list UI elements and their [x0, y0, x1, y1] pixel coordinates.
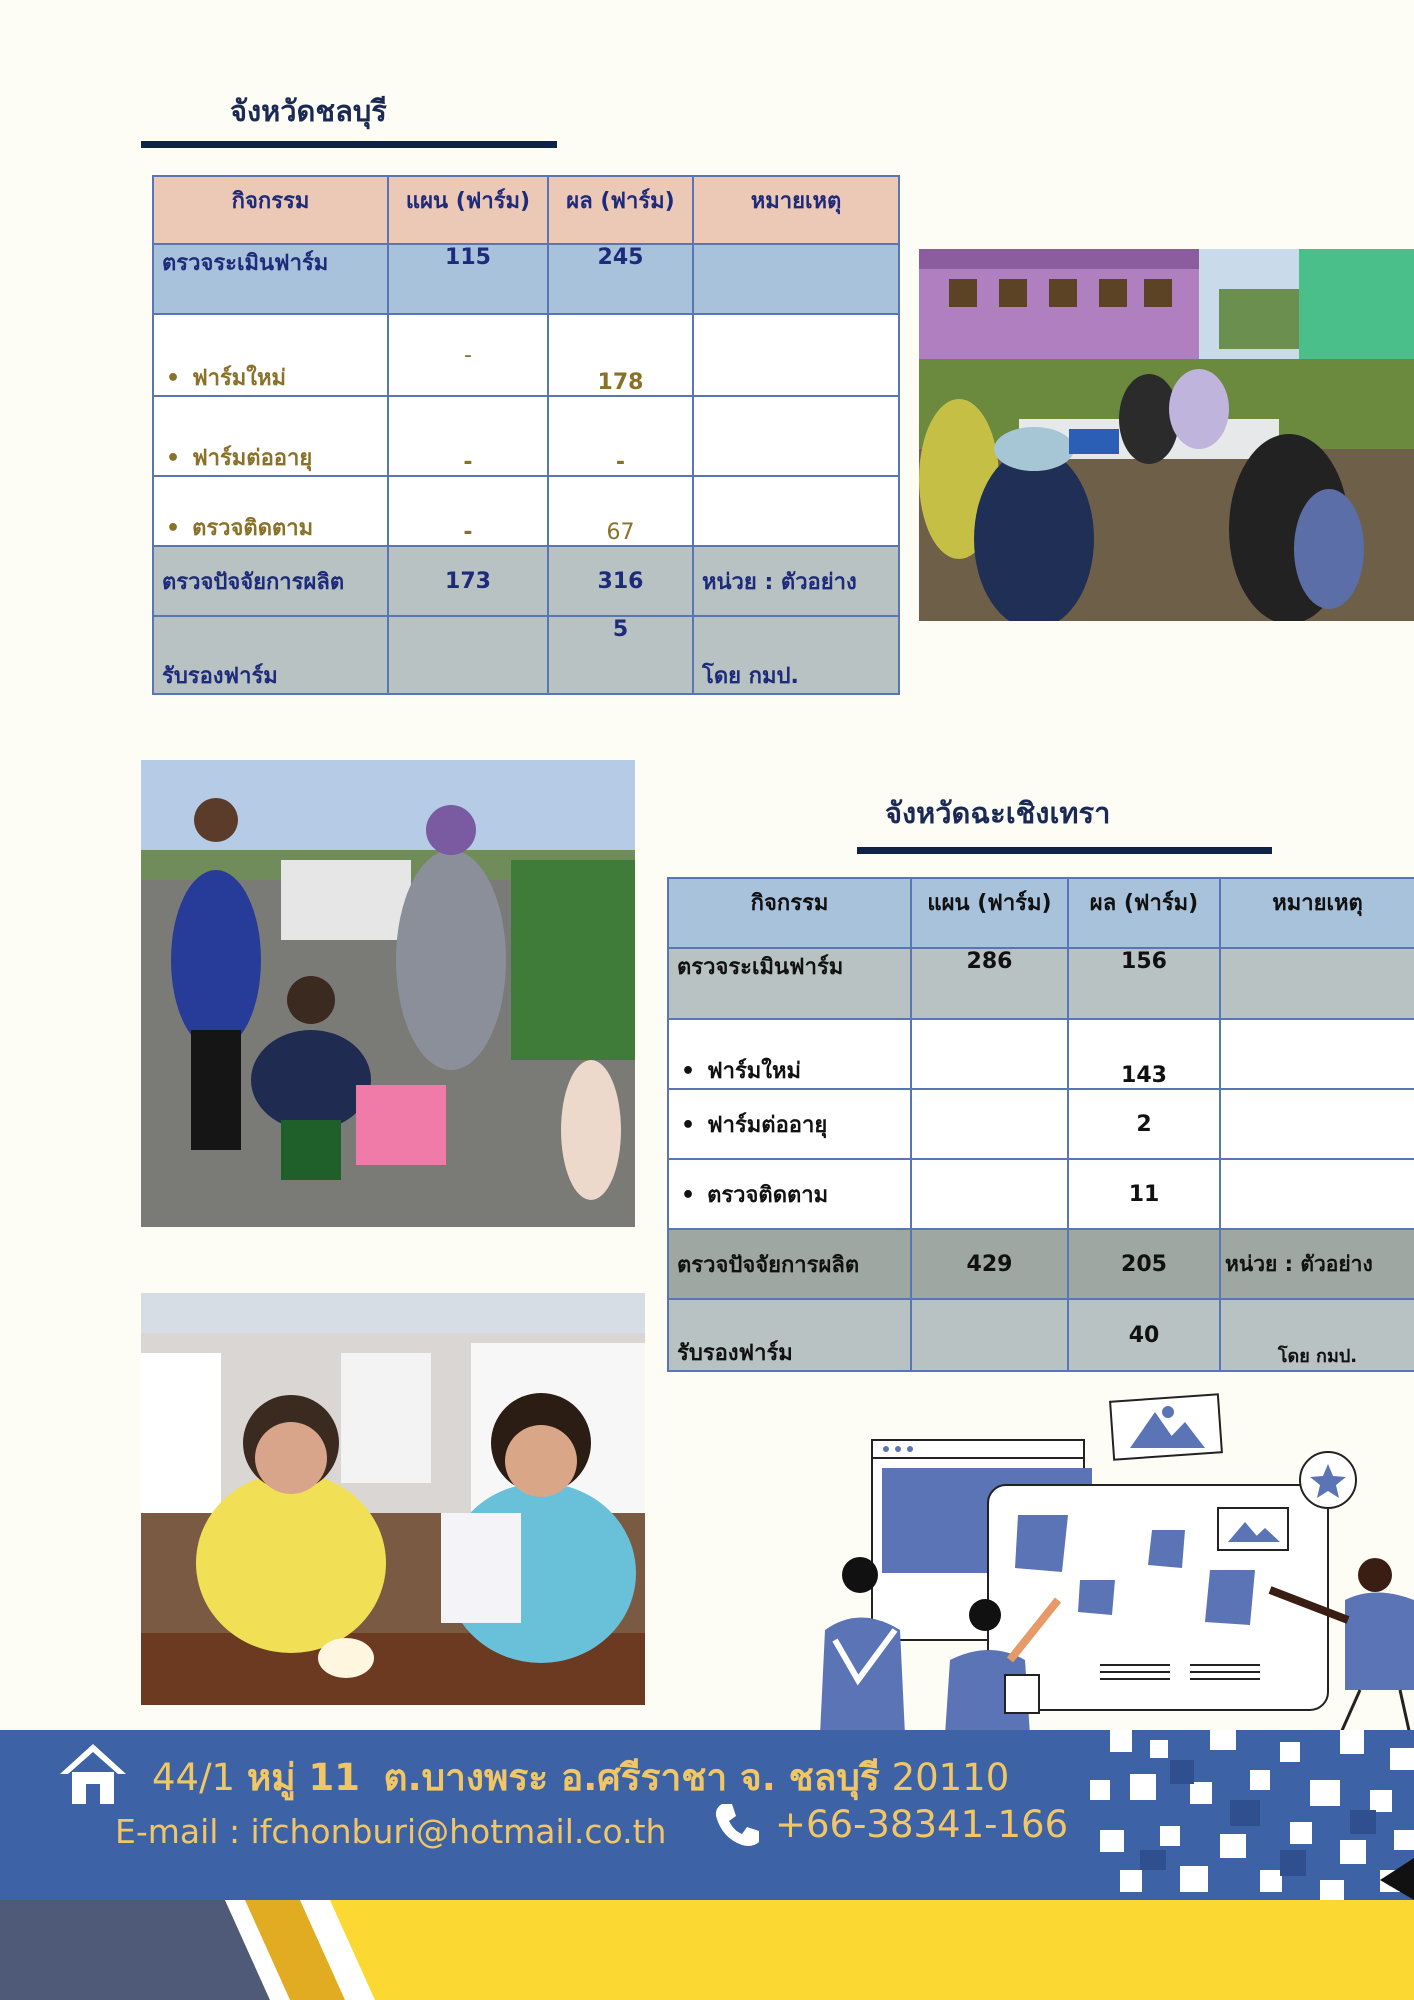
- photo-meeting-outdoor: [919, 249, 1414, 621]
- section1-table: [152, 175, 900, 695]
- header-plan: แผน (ฟาร์ม): [911, 878, 1068, 948]
- row-activity: [153, 476, 388, 546]
- photo-farm-visit: [141, 760, 635, 1227]
- footer-address: [152, 1748, 1009, 1807]
- table-row: [668, 1229, 1414, 1299]
- row-plan: 173: [388, 546, 548, 616]
- header-activity: กิจกรรม: [668, 878, 911, 948]
- row-activity: รับรองฟาร์ม: [153, 616, 388, 694]
- section1-title-underline: [141, 141, 557, 148]
- row-plan: [911, 1299, 1068, 1371]
- phone-icon: [712, 1800, 762, 1850]
- header-result: ผล (ฟาร์ม): [1068, 878, 1220, 948]
- bullet-text: • ฟาร์มต่ออายุ: [677, 1113, 827, 1138]
- address-number: 44/1: [152, 1756, 236, 1799]
- table-row: [668, 1019, 1414, 1089]
- row-activity: [153, 396, 388, 476]
- row-activity: [668, 1089, 911, 1159]
- row-plan: -: [388, 396, 548, 476]
- row-plan: -: [388, 314, 548, 396]
- row-result: 5: [548, 616, 693, 694]
- section2-title: จังหวัดฉะเชิงเทรา: [885, 796, 1111, 830]
- table-row: [153, 244, 899, 314]
- row-note: [693, 314, 899, 396]
- footer-email[interactable]: E-mail : ifchonburi@hotmail.co.th: [115, 1812, 667, 1851]
- header-activity: กิจกรรม: [153, 176, 388, 244]
- home-icon: [58, 1740, 128, 1808]
- footer-mosaic-decoration: [1090, 1730, 1414, 1900]
- row-activity: ตรวจปัจจัยการผลิต: [153, 546, 388, 616]
- row-plan: 286: [911, 948, 1068, 1019]
- bullet-text: • ตรวจติดตาม: [677, 1183, 828, 1208]
- row-note: [693, 396, 899, 476]
- address-moo: หมู่ 11: [246, 1756, 361, 1799]
- row-result: 316: [548, 546, 693, 616]
- bullet-text: • ฟาร์มใหม่: [162, 366, 286, 391]
- section2-table: [667, 877, 1414, 1372]
- row-activity: ตรวจระเมินฟาร์ม: [153, 244, 388, 314]
- row-activity: ตรวจปัจจัยการผลิต: [668, 1229, 911, 1299]
- row-result: 2: [1068, 1089, 1220, 1159]
- row-plan: [388, 616, 548, 694]
- row-activity: ตรวจระเมินฟาร์ม: [668, 948, 911, 1019]
- row-note: หน่วย : ตัวอย่าง: [1220, 1229, 1414, 1299]
- row-activity: รับรองฟาร์ม: [668, 1299, 911, 1371]
- row-result: 205: [1068, 1229, 1220, 1299]
- row-note: หน่วย : ตัวอย่าง: [693, 546, 899, 616]
- table-header-row: [153, 176, 899, 244]
- row-activity: [668, 1159, 911, 1229]
- row-activity: [153, 314, 388, 396]
- row-note: โดย กมป.: [1220, 1299, 1414, 1371]
- row-result: 143: [1068, 1019, 1220, 1089]
- footer-phone[interactable]: +66-38341-166: [775, 1803, 1069, 1846]
- table-row: [153, 616, 899, 694]
- row-note: [1220, 1159, 1414, 1229]
- header-result: ผล (ฟาร์ม): [548, 176, 693, 244]
- bottom-decorative-band: [0, 1900, 1414, 2000]
- row-plan: 429: [911, 1229, 1068, 1299]
- row-result: 67: [548, 476, 693, 546]
- table-row: [153, 314, 899, 396]
- address-zip: 20110: [891, 1756, 1010, 1799]
- table-row: [153, 396, 899, 476]
- table-row: [668, 1299, 1414, 1371]
- row-result: 11: [1068, 1159, 1220, 1229]
- row-note: [693, 244, 899, 314]
- header-plan: แผน (ฟาร์ม): [388, 176, 548, 244]
- table-row: [668, 1159, 1414, 1229]
- row-plan: -: [388, 476, 548, 546]
- row-plan: [911, 1159, 1068, 1229]
- address-subdistrict: ต.บางพระ อ.ศรีราชา จ. ชลบุรี: [383, 1756, 880, 1799]
- row-result: 245: [548, 244, 693, 314]
- row-result: 178: [548, 314, 693, 396]
- section2-title-underline: [857, 847, 1272, 854]
- row-result: 156: [1068, 948, 1220, 1019]
- header-note: หมายเหตุ: [1220, 878, 1414, 948]
- row-note: [1220, 948, 1414, 1019]
- table-row: [668, 1089, 1414, 1159]
- bullet-text: • ฟาร์มต่ออายุ: [162, 446, 312, 471]
- row-activity: [668, 1019, 911, 1089]
- row-plan: 115: [388, 244, 548, 314]
- row-note: โดย กมป.: [693, 616, 899, 694]
- section1-title: จังหวัดชลบุรี: [230, 94, 387, 128]
- row-plan: [911, 1019, 1068, 1089]
- table-row: [668, 948, 1414, 1019]
- header-note: หมายเหตุ: [693, 176, 899, 244]
- table-row: [153, 476, 899, 546]
- row-result: -: [548, 396, 693, 476]
- row-note: [1220, 1019, 1414, 1089]
- row-result: 40: [1068, 1299, 1220, 1371]
- bullet-text: • ฟาร์มใหม่: [677, 1059, 801, 1084]
- row-note: [1220, 1089, 1414, 1159]
- table-header-row: [668, 878, 1414, 948]
- row-note: [693, 476, 899, 546]
- illustration-team-board: [800, 1390, 1414, 1735]
- bullet-text: • ตรวจติดตาม: [162, 516, 313, 541]
- table-row: [153, 546, 899, 616]
- row-plan: [911, 1089, 1068, 1159]
- photo-certificate: [141, 1293, 645, 1705]
